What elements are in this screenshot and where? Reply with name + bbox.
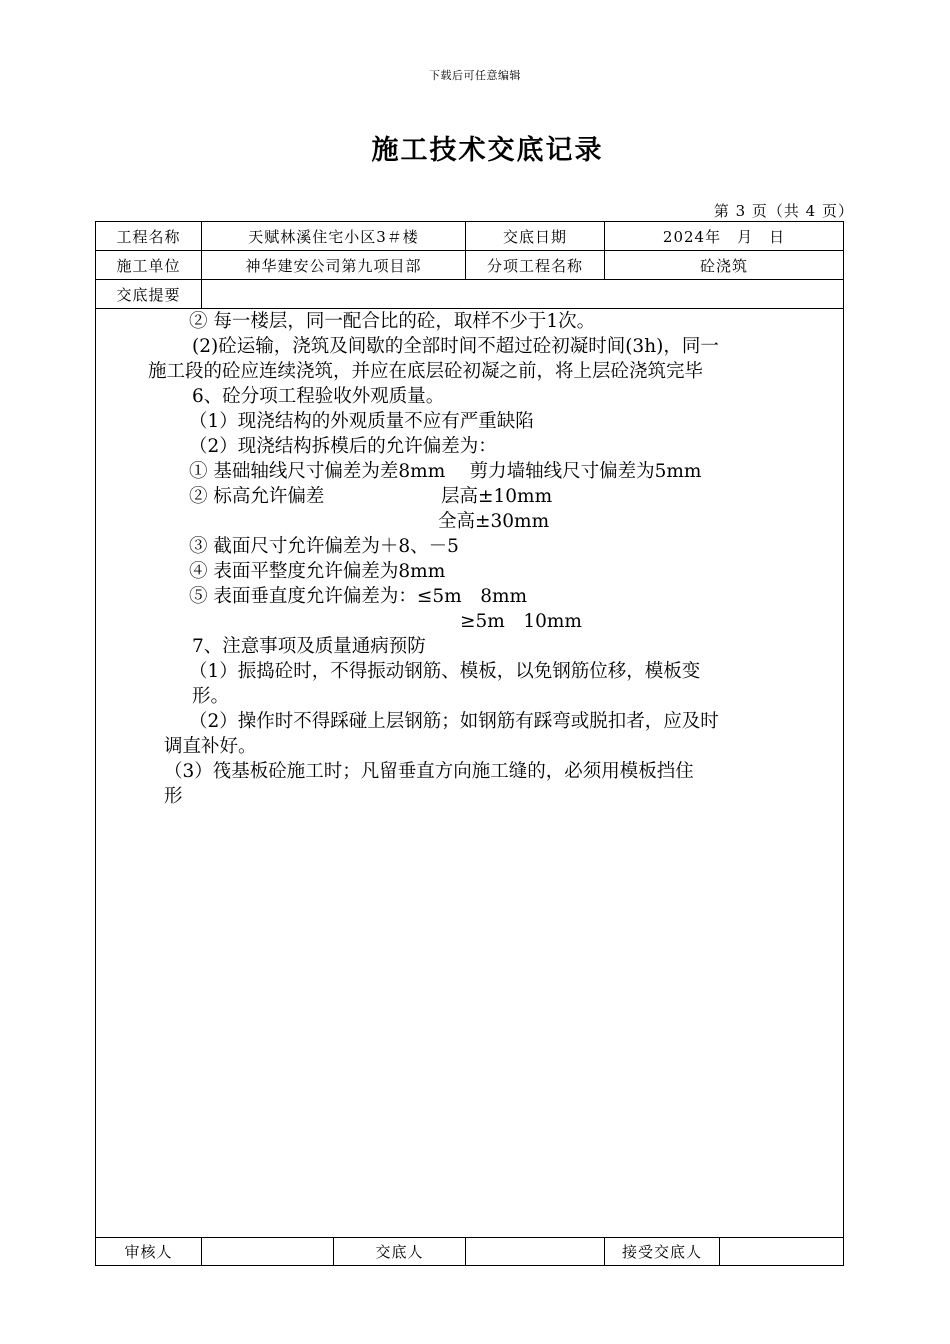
content-line: 6、砼分项工程验收外观质量。 — [192, 386, 445, 407]
reviewer-label: 审核人 — [96, 1238, 202, 1266]
unit-label: 施工单位 — [96, 251, 202, 280]
content-line: ⑤ 表面垂直度允许偏差为：≤5m 8mm — [189, 586, 528, 607]
receiver-label: 接受交底人 — [605, 1238, 720, 1266]
content-line: ③ 截面尺寸允许偏差为＋8、－5 — [189, 536, 459, 557]
content-line: (2)砼运输，浇筑及间歇的全部时间不超过砼初凝时间(3h)，同一 — [192, 336, 719, 357]
disclosure-form-table — [95, 221, 844, 1266]
receiver-value — [720, 1238, 844, 1266]
top-note: 下载后可任意编辑 — [429, 69, 521, 82]
form-row-summary — [96, 280, 844, 309]
content-line: ≥5m 10mm — [460, 611, 582, 632]
document-title: 施工技术交底记录 — [371, 135, 604, 166]
content-line: 形 — [164, 786, 183, 807]
content-line: 调直补好。 — [164, 736, 257, 757]
content-line: 7、注意事项及质量通病预防 — [192, 636, 426, 657]
content-line: ④ 表面平整度允许偏差为8mm — [189, 561, 446, 582]
summary-label: 交底提要 — [96, 280, 202, 309]
project-name-label: 工程名称 — [96, 222, 202, 251]
date-value: 2024年 月 日 — [605, 222, 844, 251]
unit-value: 神华建安公司第九项目部 — [202, 251, 466, 280]
content-line: ① 基础轴线尺寸偏差为差8mm 剪力墙轴线尺寸偏差为5mm — [189, 461, 702, 482]
form-row-content — [96, 309, 844, 1238]
page-indicator: 第 3 页（共 4 页） — [713, 202, 854, 220]
content-line: 施工段的砼应连续浇筑，并应在底层砼初凝之前，将上层砼浇筑完毕 — [148, 361, 704, 382]
date-label: 交底日期 — [466, 222, 605, 251]
content-line: 形。 — [192, 686, 230, 707]
content-line: 层高±10mm — [441, 486, 553, 507]
disclosure-content — [96, 309, 844, 1238]
form-row-project — [96, 222, 844, 251]
content-line: 全高±30mm — [438, 511, 550, 532]
reviewer-value — [202, 1238, 334, 1266]
presenter-label: 交底人 — [334, 1238, 466, 1266]
content-line: （2）现浇结构拆模后的允许偏差为： — [189, 436, 497, 457]
form-row-unit — [96, 251, 844, 280]
subproject-label: 分项工程名称 — [466, 251, 605, 280]
project-name-value: 天赋林溪住宅小区3＃楼 — [202, 222, 466, 251]
content-line: ② 每一楼层，同一配合比的砼，取样不少于1次。 — [189, 311, 596, 332]
presenter-value — [466, 1238, 605, 1266]
content-line: （2）操作时不得踩碰上层钢筋；如钢筋有踩弯或脱扣者，应及时 — [189, 711, 719, 732]
form-row-signatures — [96, 1238, 844, 1266]
content-line: （1）现浇结构的外观质量不应有严重缺陷 — [189, 411, 534, 432]
content-line: （3）筏基板砼施工时；凡留垂直方向施工缝的，必须用模板挡住 — [164, 761, 694, 782]
content-line: （1）振捣砼时，不得振动钢筋、模板，以免钢筋位移，模板变 — [189, 661, 701, 682]
summary-value — [202, 280, 844, 309]
subproject-value: 砼浇筑 — [605, 251, 844, 280]
content-line: ② 标高允许偏差 — [189, 486, 325, 507]
